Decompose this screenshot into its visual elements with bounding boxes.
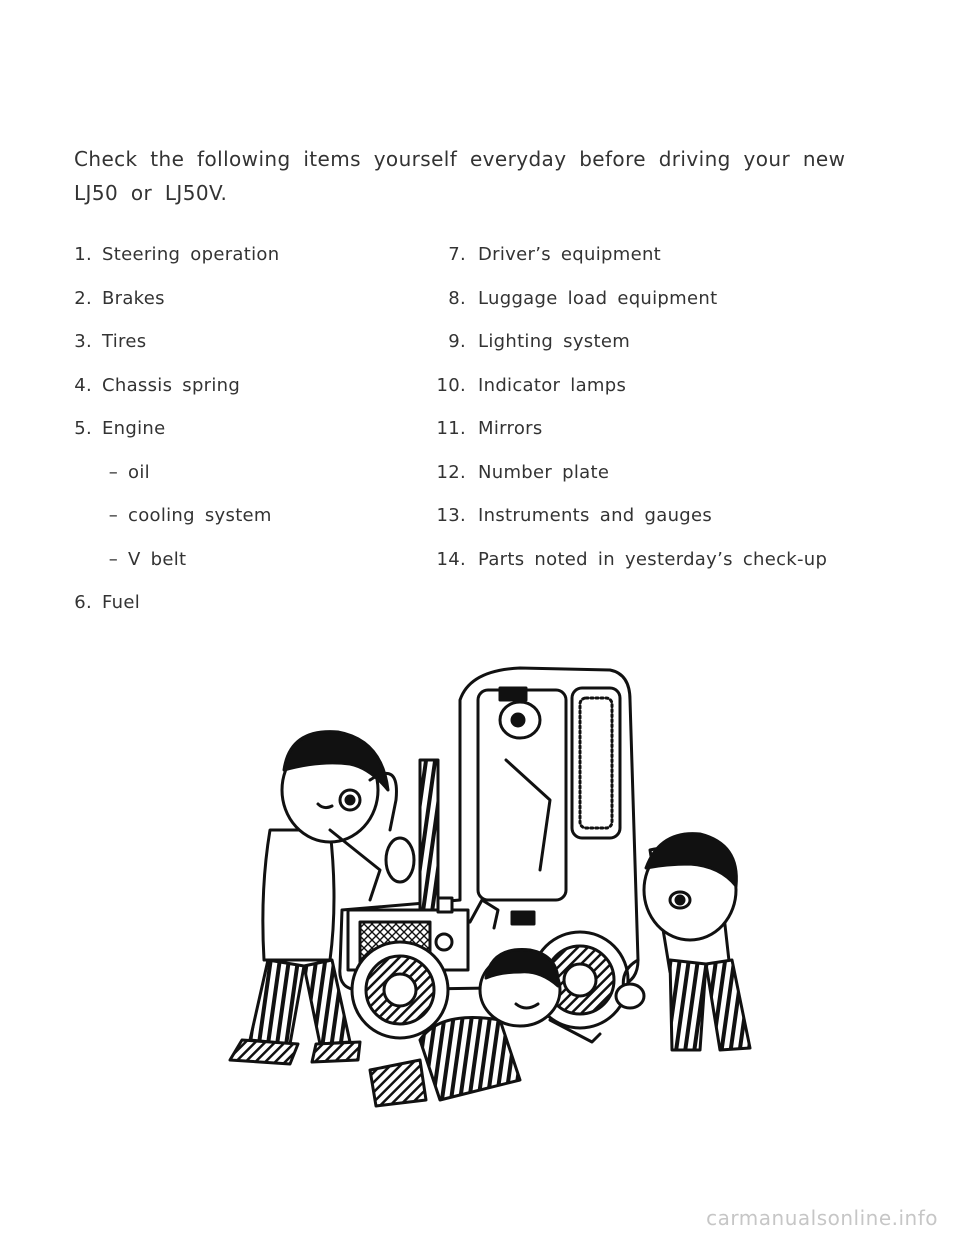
item-dash: – xyxy=(108,548,118,570)
checklist-item xyxy=(420,327,890,371)
checklist-item xyxy=(420,545,890,589)
checklist-item xyxy=(420,371,890,415)
checklist-right-column xyxy=(420,240,890,588)
checklist-item xyxy=(74,284,404,328)
cartoon-illustration xyxy=(220,660,780,1120)
item-text: oil xyxy=(128,461,150,483)
item-text: Parts noted in yesterday’s check-up xyxy=(478,548,828,570)
item-text: Chassis spring xyxy=(102,374,241,396)
item-text: Mirrors xyxy=(478,418,543,439)
item-number: 13. xyxy=(436,505,466,526)
item-number: 5. xyxy=(74,418,92,439)
checklist-item xyxy=(74,240,404,284)
item-number: 10. xyxy=(436,374,466,396)
checklist-item xyxy=(420,414,890,458)
item-text: Luggage load equipment xyxy=(478,287,718,309)
checklist-item xyxy=(420,501,890,545)
checklist-item xyxy=(74,371,404,415)
item-number: 8. xyxy=(448,287,466,309)
checklist-subitem xyxy=(74,545,404,589)
checklist-subitem xyxy=(74,501,404,545)
item-text: Fuel xyxy=(102,592,141,613)
item-number: 4. xyxy=(74,374,92,396)
item-text: Lighting system xyxy=(478,331,631,352)
item-text: Driver’s equipment xyxy=(478,244,662,265)
checklist-left-column xyxy=(74,240,404,632)
intro-paragraph: Check the following items yourself everyday before driving your new LJ50 or LJ50V. xyxy=(74,147,846,205)
item-number: 14. xyxy=(436,548,466,570)
item-text: Number plate xyxy=(478,461,610,483)
checklist-subitem xyxy=(74,458,404,502)
item-number: 2. xyxy=(74,287,92,309)
item-number: 3. xyxy=(74,331,92,352)
item-dash: – xyxy=(108,505,118,526)
item-number: 7. xyxy=(448,244,466,265)
item-dash: – xyxy=(108,461,118,483)
checklist-item xyxy=(420,284,890,328)
checklist-item xyxy=(420,458,890,502)
item-number: 1. xyxy=(74,244,92,265)
checklist-item xyxy=(74,327,404,371)
checklist-item xyxy=(74,588,404,632)
item-text: cooling system xyxy=(128,505,272,526)
checklist-item xyxy=(74,414,404,458)
item-text: Engine xyxy=(102,418,166,439)
item-number: 9. xyxy=(448,331,466,352)
checklist-item xyxy=(420,240,890,284)
item-text: Steering operation xyxy=(102,244,280,265)
item-text: Tires xyxy=(102,331,147,352)
watermark: carmanualsonline.info xyxy=(706,1206,938,1230)
item-text: Indicator lamps xyxy=(478,374,627,396)
item-number: 12. xyxy=(436,461,466,483)
item-text: Instruments and gauges xyxy=(478,505,713,526)
item-number: 6. xyxy=(74,592,92,613)
item-text: Brakes xyxy=(102,287,165,309)
item-number: 11. xyxy=(436,418,466,439)
item-text: V belt xyxy=(128,548,187,570)
